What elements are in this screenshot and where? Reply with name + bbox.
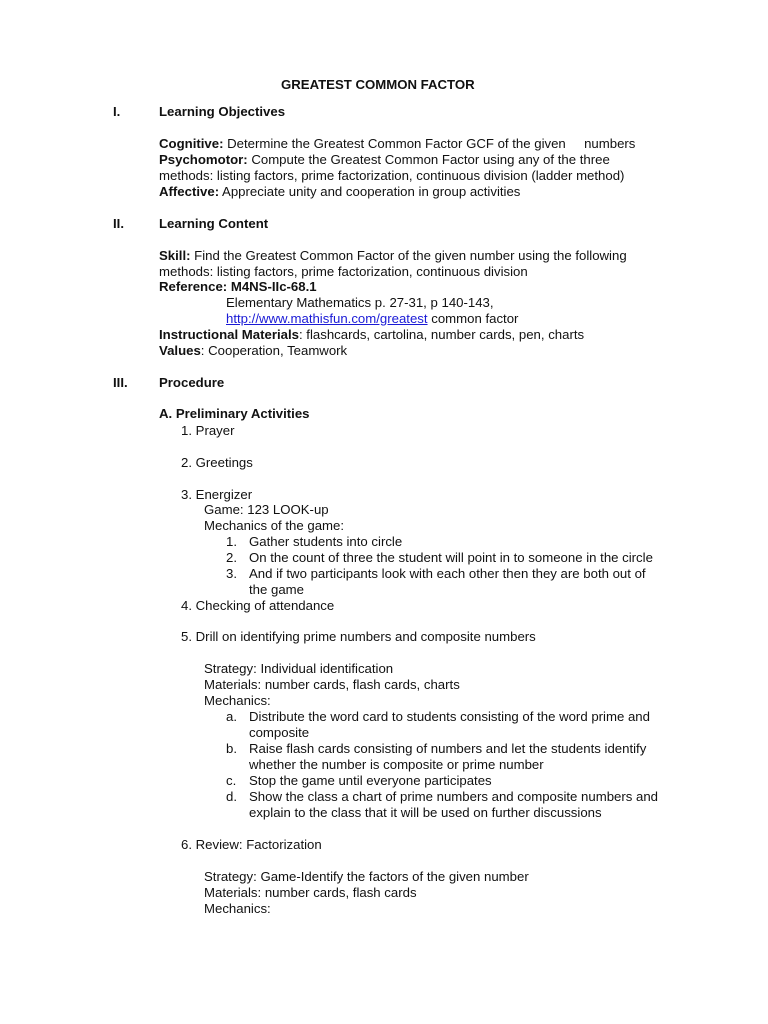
values-label: Values: [159, 343, 201, 358]
reference-link-tail: common factor: [427, 311, 519, 326]
subsection-a-heading: A. Preliminary Activities: [159, 406, 310, 421]
sub-list-letter: a.: [226, 709, 237, 724]
sub-list-number: 1.: [226, 534, 237, 549]
sub-list-item: Raise flash cards consisting of numbers and let the students identify: [249, 741, 647, 756]
list-item: 2. Greetings: [181, 455, 253, 470]
review-mechanics: Mechanics:: [204, 901, 271, 916]
section-3-number: III.: [113, 375, 128, 390]
affective-label: Affective:: [159, 184, 220, 199]
reference-link-line: [226, 311, 518, 327]
psychomotor-text-cont: methods: listing factors, prime factorization, continuous division (ladder method): [159, 168, 625, 183]
sub-list-item-cont: composite: [249, 725, 310, 740]
skill-label: Skill:: [159, 248, 191, 263]
cognitive-label: Cognitive:: [159, 136, 224, 151]
drill-mechanics: Mechanics:: [204, 693, 271, 708]
instructional-materials: [159, 327, 584, 343]
list-item: 6. Review: Factorization: [181, 837, 322, 852]
skill-line: [159, 248, 627, 264]
sub-list-item: On the count of three the student will point in to someone in the circle: [249, 550, 653, 565]
sub-list-item: Show the class a chart of prime numbers and composite numbers and: [249, 789, 659, 804]
section-3-heading: Procedure: [159, 375, 225, 390]
sub-list-letter: d.: [226, 789, 237, 804]
skill-text: Find the Greatest Common Factor of the given number using the following: [190, 248, 627, 263]
section-1-heading: Learning Objectives: [159, 104, 286, 119]
list-item: 3. Energizer: [181, 487, 253, 502]
instructional-materials-text: : flashcards, cartolina, number cards, pen, charts: [298, 327, 585, 342]
affective-objective: [159, 184, 520, 200]
sub-list-number: 2.: [226, 550, 237, 565]
values-line: [159, 343, 347, 359]
reference-label: Reference: M4NS-IIc-68.1: [159, 279, 317, 294]
sub-list-item: Stop the game until everyone participates: [249, 773, 492, 788]
sub-list-item-cont: whether the number is composite or prime number: [249, 757, 544, 772]
list-item: 5. Drill on identifying prime numbers and composite numbers: [181, 629, 536, 644]
list-item: 1. Prayer: [181, 423, 235, 438]
reference-link[interactable]: http://www.mathisfun.com/greatest: [226, 311, 428, 326]
values-text: : Cooperation, Teamwork: [200, 343, 348, 358]
energizer-mechanics: Mechanics of the game:: [204, 518, 345, 533]
drill-materials: Materials: number cards, flash cards, charts: [204, 677, 460, 692]
affective-text: Appreciate unity and cooperation in group activities: [219, 184, 521, 199]
reference-book: Elementary Mathematics p. 27-31, p 140-143,: [226, 295, 494, 310]
sub-list-item: And if two participants look with each other then they are both out of: [249, 566, 646, 581]
section-1-number: I.: [113, 104, 121, 119]
psychomotor-label: Psychomotor:: [159, 152, 248, 167]
sub-list-item: Gather students into circle: [249, 534, 403, 549]
cognitive-objective: [159, 136, 635, 152]
energizer-game: Game: 123 LOOK-up: [204, 502, 329, 517]
section-2-number: II.: [113, 216, 124, 231]
sub-list-letter: b.: [226, 741, 237, 756]
instructional-materials-label: Instructional Materials: [159, 327, 299, 342]
list-item: 4. Checking of attendance: [181, 598, 335, 613]
page-title: GREATEST COMMON FACTOR: [281, 77, 475, 92]
sub-list-item-cont: the game: [249, 582, 304, 597]
sub-list-letter: c.: [226, 773, 237, 788]
review-strategy: Strategy: Game-Identify the factors of the given number: [204, 869, 529, 884]
review-materials: Materials: number cards, flash cards: [204, 885, 417, 900]
psychomotor-text: Compute the Greatest Common Factor using any of the three: [247, 152, 610, 167]
psychomotor-objective: [159, 152, 610, 168]
sub-list-number: 3.: [226, 566, 237, 581]
sub-list-item-cont: explain to the class that it will be used on further discussions: [249, 805, 602, 820]
section-2-heading: Learning Content: [159, 216, 269, 231]
skill-text-cont: methods: listing factors, prime factorization, continuous division: [159, 264, 528, 279]
drill-strategy: Strategy: Individual identification: [204, 661, 394, 676]
sub-list-item: Distribute the word card to students consisting of the word prime and: [249, 709, 650, 724]
cognitive-text: Determine the Greatest Common Factor GCF of the given numbers: [223, 136, 636, 151]
